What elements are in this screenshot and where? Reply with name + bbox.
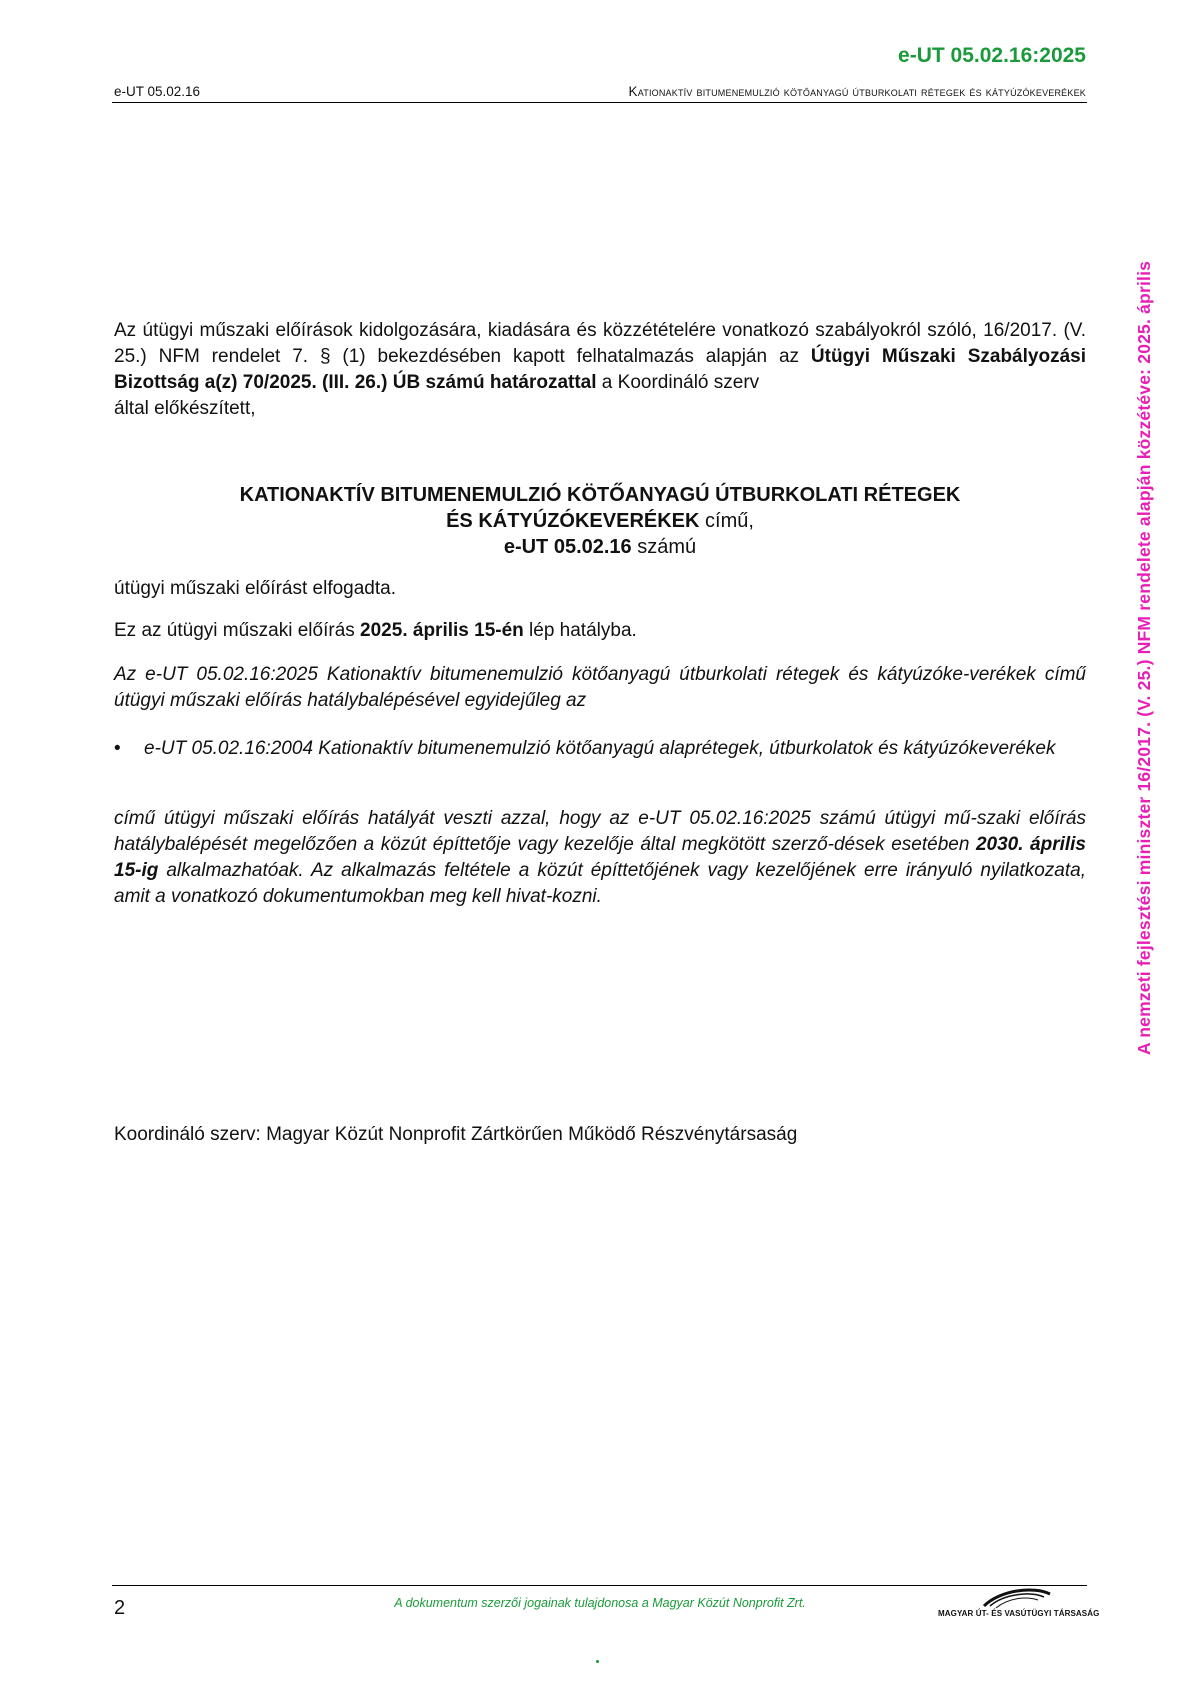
intro-last-line: által előkészített, (114, 398, 256, 419)
title-line-2-bold: ÉS KÁTYÚZÓKEVERÉKEK (446, 510, 700, 532)
copyright-notice: A dokumentum szerzői jogainak tulajdonosa a Magyar Közút Nonprofit Zrt. (394, 1596, 806, 1610)
intro-paragraph (114, 318, 1086, 422)
title-line-2-rest: című, (699, 510, 754, 532)
logo-text: MAGYAR ÚT- ÉS VASÚTÜGYI TÁRSASÁG (938, 1609, 1100, 1618)
title-line-3-rest: számú (631, 536, 697, 558)
title-line-3-bold: e-UT 05.02.16 (503, 536, 632, 558)
intro-bold-decision: Útügyi Műszaki Szabályozási Bizottság a(z) 70/2025. (III. 26.) ÚB számú határozattal (114, 346, 1086, 393)
coordinator-line: Koordináló szerv: Magyar Közút Nonprofit Zártkörűen Működő Részvénytársaság (114, 1124, 798, 1145)
intro-text-end: a Koordináló szerv (596, 372, 760, 393)
page-number: 2 (114, 1597, 126, 1619)
document-code: e-UT 05.02.16:2025 (898, 44, 1086, 67)
transition-deadline: 2030. április 15-ig (114, 834, 1087, 881)
regulation-title (114, 482, 1086, 560)
superseded-regulation: e-UT 05.02.16:2004 Kationaktív bitumenemulzió kötőanyagú alaprétegek, útburkolatok és kátyúzókeverékek (144, 738, 1056, 759)
transition-post: alkalmazhatóak. Az alkalmazás feltétele a közút építtetőjének vagy kezelőjének erre irányuló nyilatkozata, amit a vonatkozó dokumentumokban meg kell hivat-kozni. (114, 860, 1086, 907)
header-doc-id: e-UT 05.02.16 (114, 84, 201, 99)
publication-side-note: A nemzeti fejlesztési miniszter 16/2017. (V. 25.) NFM rendelete alapján közzétéve: 2025. április (1134, 260, 1154, 1055)
effective-post: lép hatályba. (523, 620, 637, 641)
road-swoosh-icon (938, 1586, 1088, 1610)
accepted-statement: útügyi műszaki előírást elfogadta. (114, 578, 396, 599)
bullet-marker: • (114, 738, 121, 759)
page-mark-dot (596, 1660, 599, 1663)
supersede-paragraph: Az e-UT 05.02.16:2025 Kationaktív bitumenemulzió kötőanyagú útburkolati rétegek és kátyúzóke-verékek című útügyi műszaki előírás hatálybalépésével egyidejűleg az (114, 664, 1086, 711)
effective-date-statement (114, 618, 1086, 644)
transition-pre: című útügyi műszaki előírás hatályát veszti azzal, hogy az e-UT 05.02.16:2025 számú útügyi mű-szaki előírás hatálybalépését megelőzően a közút építtetője vagy kezelője által megkötött szerző-dések esetében (114, 808, 1086, 855)
title-line-1: KATIONAKTÍV BITUMENEMULZIÓ KÖTŐANYAGÚ ÚTBURKOLATI RÉTEGEK (239, 484, 961, 506)
effective-date: 2025. április 15-én (360, 620, 524, 641)
header-rule (112, 102, 1087, 103)
effective-pre: Ez az útügyi műszaki előírás (114, 620, 361, 641)
intro-text: Az útügyi műszaki előírások kidolgozására, kiadására és közzétételére vonatkozó szabályokról szóló, 16/2017. (V. 25.) NFM rendelet 7. § (1) bekezdésében kapott felhatalmazás alapján az (114, 320, 1086, 367)
association-logo (938, 1586, 1100, 1626)
transition-paragraph (114, 806, 1086, 910)
header-title: Kationaktív bitumenemulzió kötőanyagú útburkolati rétegek és kátyúzókeverékek (628, 84, 1086, 99)
